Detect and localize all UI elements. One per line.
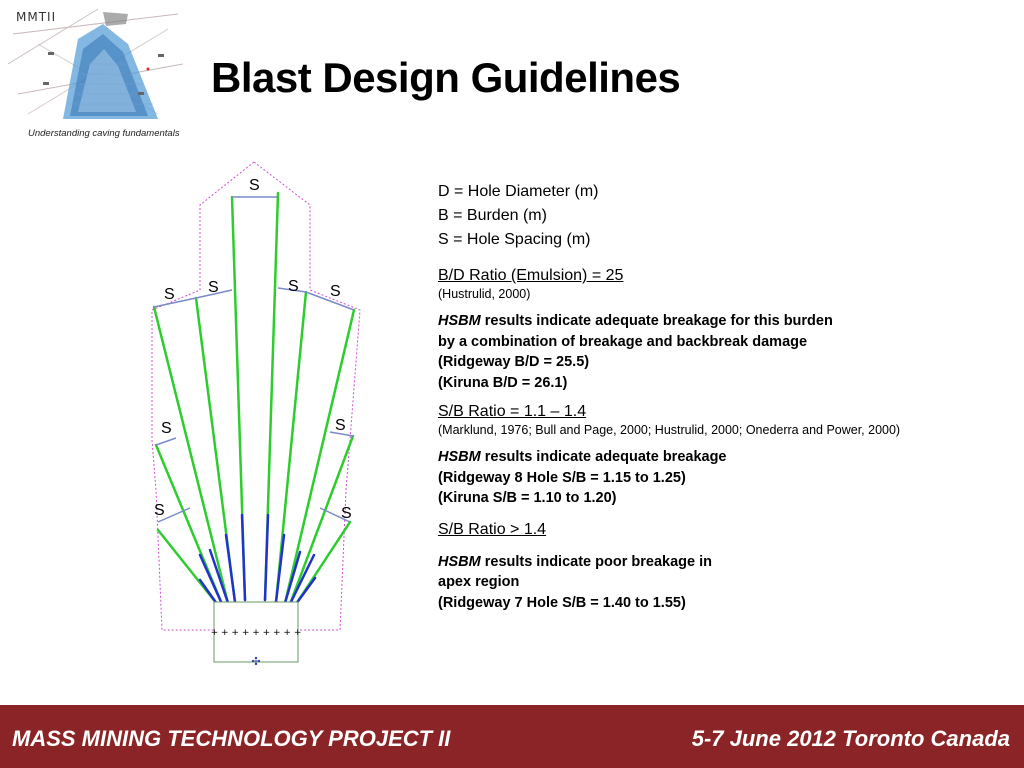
hsbm-label: HSBM	[438, 313, 481, 329]
spacing-marker	[154, 298, 196, 307]
section-sb-high	[438, 521, 998, 614]
body-line: (Ridgeway 8 Hole S/B = 1.15 to 1.25)	[438, 469, 686, 486]
body-lead: results indicate poor breakage in	[480, 553, 712, 570]
definition-b: B = Burden (m)	[438, 207, 547, 224]
spacing-label: S	[330, 283, 341, 300]
footer-event: 5-7 June 2012 Toronto Canada	[691, 726, 1010, 751]
hole-collar	[226, 535, 235, 602]
footer-project: MASS MINING TECHNOLOGY PROJECT II	[12, 726, 451, 751]
spacing-label: S	[154, 502, 165, 519]
mmtii-logo	[8, 4, 188, 144]
section-heading: S/B Ratio > 1.4	[438, 520, 547, 538]
guidelines-text	[438, 180, 998, 613]
spacing-label: S	[249, 177, 260, 194]
section-heading: B/D Ratio (Emulsion) = 25	[438, 267, 624, 284]
spacing-label: S	[288, 278, 299, 295]
hole-collar	[265, 515, 268, 600]
section-heading: S/B Ratio = 1.1 – 1.4	[438, 403, 587, 420]
hsbm-label: HSBM	[438, 449, 481, 465]
drill-rig-icon: ✣	[251, 655, 261, 668]
definition-s: S = Hole Spacing (m)	[438, 231, 591, 248]
caving-model-graphic	[8, 4, 188, 144]
section-bd-ratio	[438, 267, 998, 393]
body-line: apex region	[438, 574, 520, 590]
section-reference: (Marklund, 1976; Bull and Page, 2000; Hustrulid, 2000; Onederra and Power, 2000)	[438, 423, 901, 437]
logo-brand: MMTII	[16, 10, 57, 24]
body-lead: results indicate adequate breakage for this burden	[480, 313, 833, 329]
body-line: by a combination of breakage and backbreak damage	[438, 333, 808, 350]
spacing-label: S	[335, 417, 346, 434]
hole-collar	[276, 535, 284, 602]
spacing-marker	[156, 438, 176, 445]
section-sb-ratio	[438, 403, 998, 509]
body-line: (Kiruna B/D = 26.1)	[438, 374, 568, 391]
spacing-label: S	[164, 286, 175, 303]
body-line: (Kiruna S/B = 1.10 to 1.20)	[438, 490, 617, 506]
charge-markers: + + + + + + + + +	[210, 628, 302, 638]
drill-hole	[285, 310, 354, 603]
body-lead: results indicate adequate breakage	[480, 449, 727, 465]
blast-ring-diagram	[150, 160, 370, 670]
definition-d: D = Hole Diameter (m)	[438, 183, 599, 200]
body-line: (Ridgeway 7 Hole S/B = 1.40 to 1.55)	[438, 594, 686, 611]
footer-bar	[0, 705, 1024, 768]
spacing-label: S	[341, 505, 352, 522]
section-body	[438, 552, 998, 573]
section-body	[438, 311, 998, 332]
logo-tagline: Understanding caving fundamentals	[28, 128, 180, 139]
section-reference: (Hustrulid, 2000)	[438, 287, 531, 301]
slide-title: Blast Design Guidelines	[211, 54, 681, 101]
hsbm-label: HSBM	[438, 553, 481, 570]
section-body	[438, 447, 998, 468]
spacing-label: S	[208, 279, 219, 296]
hole-collar	[242, 515, 245, 600]
spacing-label: S	[161, 420, 172, 437]
body-line: (Ridgeway B/D = 25.5)	[438, 354, 590, 370]
